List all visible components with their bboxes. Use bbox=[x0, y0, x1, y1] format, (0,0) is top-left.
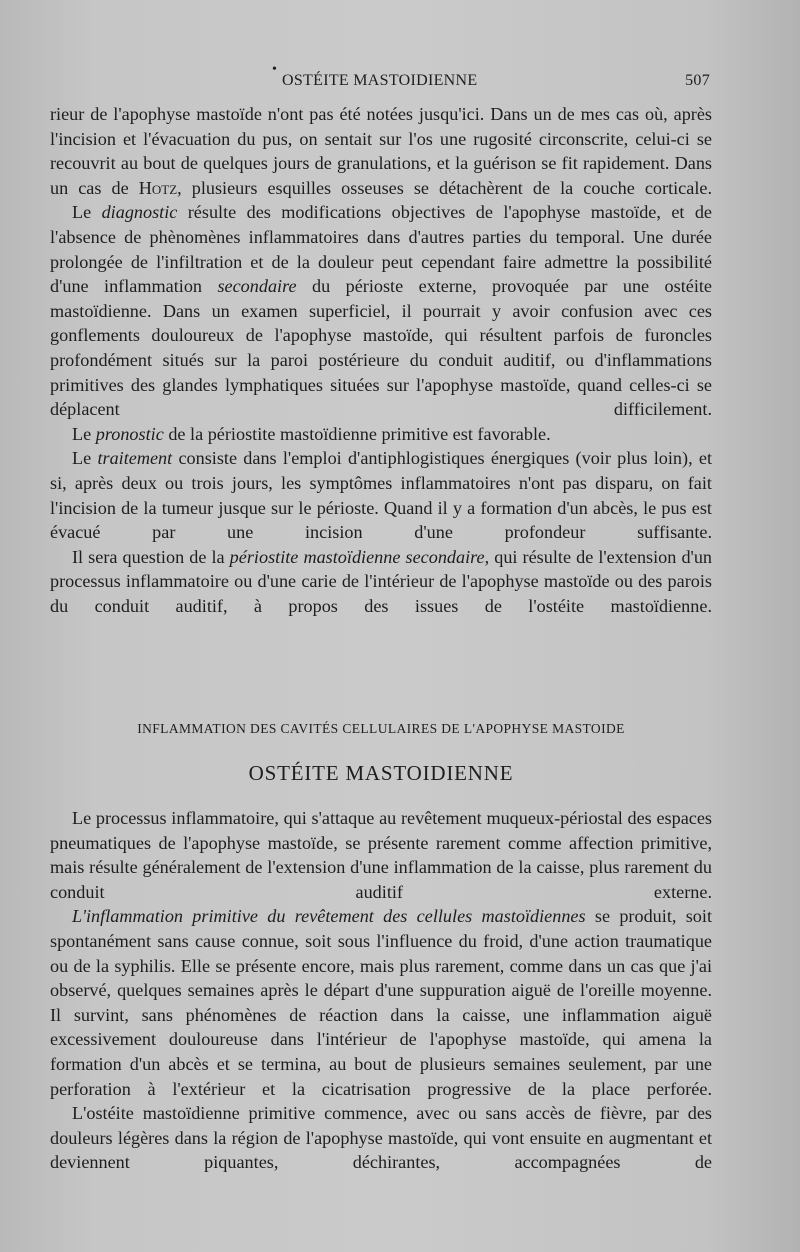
term-pronostic: pronostic bbox=[95, 423, 164, 444]
term-periostite-secondaire: périostite mastoïdienne secondaire bbox=[229, 546, 485, 567]
running-title: OSTÉITE MASTOIDIENNE bbox=[282, 72, 478, 89]
body-text-upper bbox=[50, 102, 712, 618]
paragraph-processus: Le processus inflammatoire, qui s'attaque au revêtement muqueux-périostal des espaces pneumatiques de l'apophyse mastoïde, se présente rarement comme affection primitive, mais résulte généralement de l'extension d'une inflammation de la caisse, plus rarement du conduit auditif externe. bbox=[50, 808, 712, 902]
paragraph-diagnostic: Le diagnostic résulte des modifications objectives de l'apophyse mastoïde, et de l'absence de phènomènes inflammatoires dans d'autres parties du temporal. Une durée prolongée de l'infiltration et de la douleur peut cependant faire admettre la possibilité d'une inflammation secondaire du périoste externe, provoquée par une ostéite mastoïdienne. Dans un examen superficiel, il pourrait y avoir confusion avec ces gonflements douloureux de l'apophyse mastoïde, qui résultent parfois de furoncles profondément situés sur la paroi postérieure du conduit auditif, ou d'inflammations primitives des glandes lymphatiques situées sur l'apophyse mastoïde, quand celles-ci se déplacent difficilement. bbox=[50, 202, 713, 420]
paragraph-inflammation-primitive: L'inflammation primitive du revêtement des cellules mastoïdiennes se produit, soit spontanément sans cause connue, soit sous l'influence du froid, d'une action traumatique ou de la syphilis. Elle se présente encore, mais plus rarement, comme dans un cas que j'ai observé, quelques semaines après le départ d'une suppuration aiguë de l'oreille moyenne. Il survint, sans phénomènes de réaction dans la caisse, une inflammation aiguë excessivement douloureuse dans l'intérieur de l'apophyse mastoïde, qui amena la formation d'un abcès et se termina, au bout de plusieurs semaines seulement, par une perforation à l'extérieur et la cicatrisation progressive de la place perforée. bbox=[50, 906, 712, 1099]
paragraph-pronostic: Le pronostic de la périostite mastoïdienne primitive est favorable. bbox=[72, 423, 551, 444]
term-secondaire: secondaire bbox=[217, 276, 297, 297]
paragraph-traitement: Le traitement consiste dans l'emploi d'antiphlogistiques énergiques (voir plus loin), et si, après deux ou trois jours, les symptômes inflammatoires n'ont pas disparu, on fait l'incision de la tumeur jusque sur le périoste. Quand il y a formation d'un abcès, le pus est évacué par une incision d'une profondeur suffisante. bbox=[50, 448, 712, 543]
body-text-lower bbox=[50, 806, 712, 1175]
ink-speck: • bbox=[272, 62, 278, 77]
author-name: Hotz bbox=[138, 177, 178, 198]
paragraph-periostite-secondaire: Il sera question de la périostite mastoïdienne secondaire, qui résulte de l'extension d'un processus inflammatoire ou d'une carie de l'intérieur de l'apophyse mastoïde ou des parois du conduit auditif, à propos des issues de l'ostéite mastoïdienne. bbox=[50, 546, 713, 616]
paragraph-osteite-primitive: L'ostéite mastoïdienne primitive commence, avec ou sans accès de fièvre, par des douleurs légères dans la région de l'apophyse mastoïde, qui vont ensuite en augmentant et deviennent piquantes, déchirantes, accompagnées de bbox=[50, 1103, 712, 1173]
term-traitement: traitement bbox=[97, 448, 173, 469]
page-number: 507 bbox=[685, 72, 710, 89]
paragraph-hotz-case: rieur de l'apophyse mastoïde n'ont pas été notées jusqu'ici. Dans un de mes cas où, après l'incision et l'évacuation du pus, on sentait sur l'os une rugosité circonscrite, celui-ci se recouvrit au bout de quelques jours de granulations, et la guérison se fit rapidement. Dans un cas de Hotz, plusieurs esquilles osseuses se détachèrent de la couche corticale. bbox=[50, 104, 713, 198]
section-label: INFLAMMATION DES CAVITÉS CELLULAIRES DE L'APOPHYSE MASTOIDE bbox=[137, 721, 625, 736]
section-title: OSTÉITE MASTOIDIENNE bbox=[248, 761, 514, 785]
term-inflammation-primitive: L'inflammation primitive du revêtement des cellules mastoïdiennes bbox=[72, 906, 586, 927]
page-header bbox=[50, 62, 710, 94]
term-diagnostic: diagnostic bbox=[101, 202, 178, 223]
